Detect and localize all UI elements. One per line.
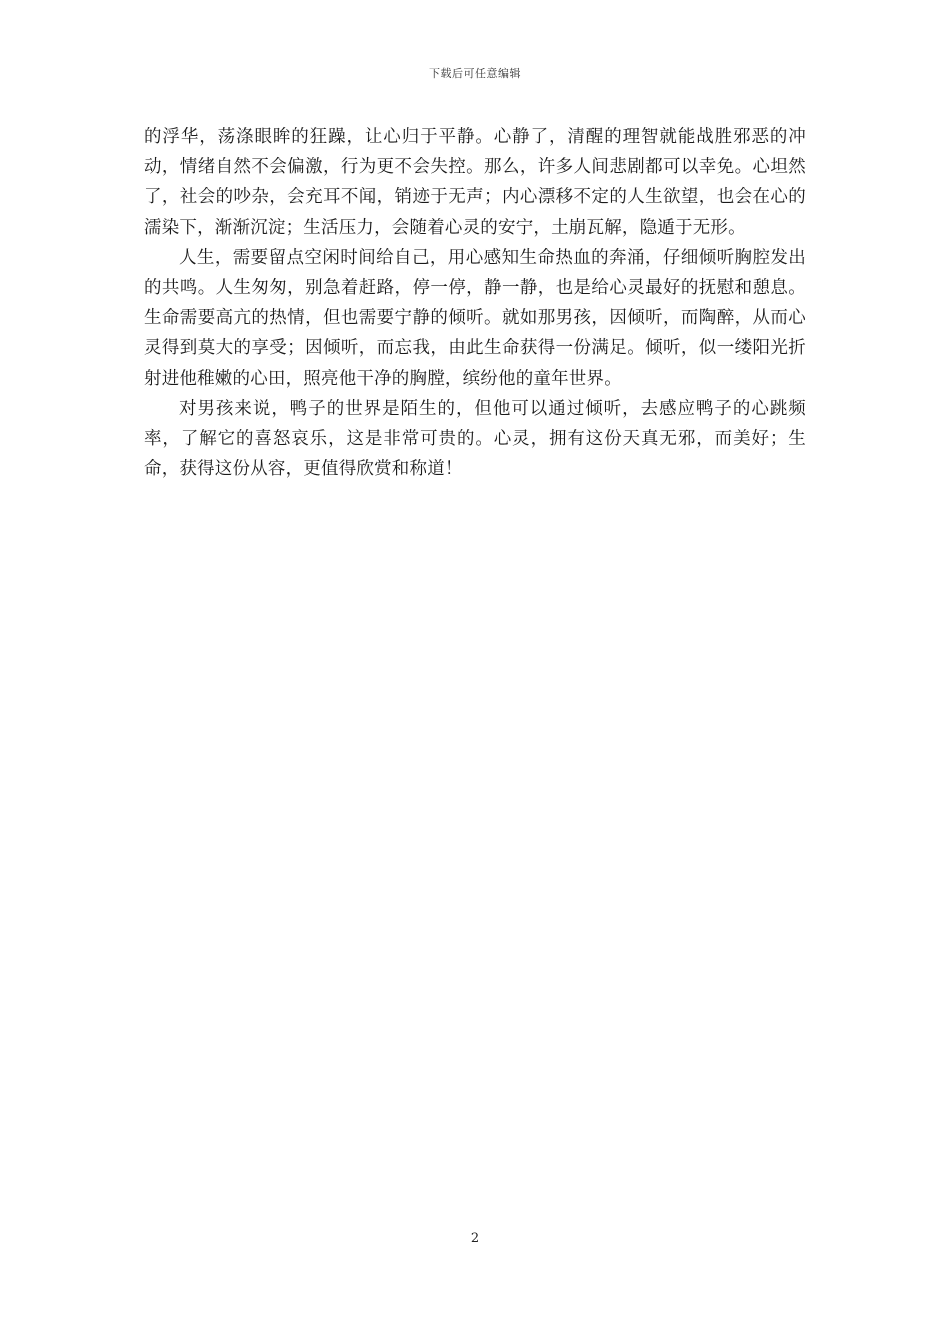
page-header: 下载后可任意编辑 <box>429 67 521 80</box>
paragraph: 对男孩来说，鸭子的世界是陌生的，但他可以通过倾听，去感应鸭子的心跳频率，了解它的喜怒哀乐，这是非常可贵的。心灵，拥有这份天真无邪，而美好；生命，获得这份从容，更值得欣赏和称道！ <box>144 398 806 480</box>
paragraph-continued: 的浮华，荡涤眼眸的狂躁，让心归于平静。心静了，清醒的理智就能战胜邪恶的冲动，情绪自然不会偏激，行为更不会失控。那么，许多人间悲剧都可以幸免。心坦然了，社会的吵杂，会充耳不闻，销迹于无声；内心漂移不定的人生欲望，也会在心的濡染下，渐渐沉淀；生活压力，会随着心灵的安宁，土崩瓦解，隐遁于无形。 <box>144 127 806 238</box>
document-body <box>144 122 806 484</box>
paragraph: 人生，需要留点空闲时间给自己，用心感知生命热血的奔涌，仔细倾听胸腔发出的共鸣。人生匆匆，别急着赶路，停一停，静一静，也是给心灵最好的抚慰和憩息。生命需要高亢的热情，但也需要宁静的倾听。就如那男孩，因倾听，而陶醉，从而心灵得到莫大的享受；因倾听，而忘我，由此生命获得一份满足。倾听，似一缕阳光折射进他稚嫩的心田，照亮他干净的胸膛，缤纷他的童年世界。 <box>144 247 806 389</box>
page-number: 2 <box>470 1231 480 1246</box>
